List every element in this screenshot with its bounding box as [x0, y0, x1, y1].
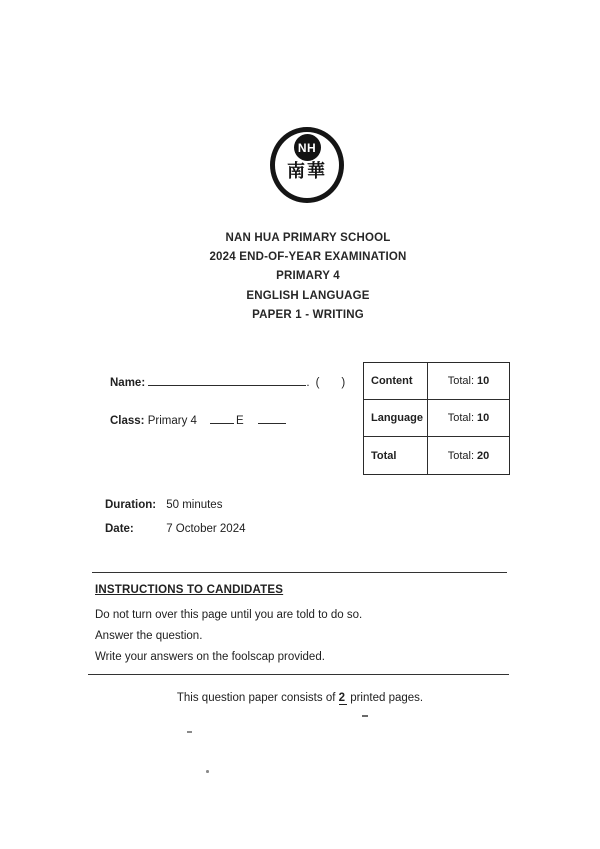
subject: ENGLISH LANGUAGE	[246, 289, 370, 302]
name-label: Name:	[110, 377, 146, 389]
instruction-item: Write your answers on the foolscap provided.	[95, 651, 325, 663]
divider-rule-top	[92, 572, 507, 573]
duration-row	[105, 499, 222, 511]
marks-table	[363, 362, 510, 475]
school-logo-monogram: NH	[294, 134, 321, 161]
total-value: 10	[477, 412, 490, 424]
school-logo	[270, 127, 344, 203]
instructions-title: INSTRUCTIONS TO CANDIDATES	[95, 584, 284, 596]
instruction-item: Answer the question.	[95, 630, 203, 642]
marks-row-content-total	[428, 363, 509, 400]
total-value: 10	[477, 375, 490, 387]
instruction-item: Do not turn over this page until you are told to do so.	[95, 609, 363, 621]
class-level: Primary 4	[147, 415, 197, 427]
index-paren-open: (	[315, 377, 320, 389]
marks-row-total-label: Total	[364, 437, 428, 474]
page-count-number: 2	[338, 692, 346, 704]
name-blank-line	[148, 374, 306, 386]
duration-value: 50 minutes	[166, 499, 223, 511]
class-blank-line-1	[210, 412, 234, 424]
total-label: Total:	[447, 449, 475, 462]
name-row	[110, 374, 345, 389]
school-name: NAN HUA PRIMARY SCHOOL	[225, 232, 391, 244]
class-label: Class:	[110, 415, 145, 427]
total-label: Total:	[447, 412, 475, 424]
scan-artifact	[206, 770, 209, 773]
date-label: Date:	[105, 523, 134, 535]
page-count-suffix: printed pages.	[347, 692, 424, 704]
divider-rule-bottom	[88, 674, 509, 675]
marks-row-content-label: Content	[364, 363, 428, 400]
exam-title: 2024 END-OF-YEAR EXAMINATION	[209, 251, 407, 264]
marks-row-total-total	[428, 437, 509, 474]
school-logo-chinese-name: 南華	[287, 161, 327, 181]
scan-artifact	[187, 731, 192, 733]
duration-label: Duration:	[105, 499, 157, 511]
date-value: 7 October 2024	[166, 523, 246, 535]
paper-title: PAPER 1 - WRITING	[252, 308, 364, 321]
class-stream: E	[235, 415, 244, 427]
class-row	[110, 412, 286, 427]
scan-artifact	[362, 715, 368, 717]
total-value: 20	[477, 449, 490, 462]
marks-row-language-label: Language	[364, 400, 428, 437]
total-label: Total:	[447, 375, 475, 387]
name-line-period: .	[306, 377, 310, 389]
page-count-prefix: This question paper consists of	[176, 692, 339, 704]
marks-row-language-total	[428, 400, 509, 437]
exam-header	[8, 229, 600, 325]
class-blank-line-2	[258, 412, 286, 424]
date-row	[105, 523, 245, 535]
level: PRIMARY 4	[276, 270, 340, 283]
page-count-note	[0, 692, 600, 704]
index-paren-close: )	[341, 377, 346, 389]
